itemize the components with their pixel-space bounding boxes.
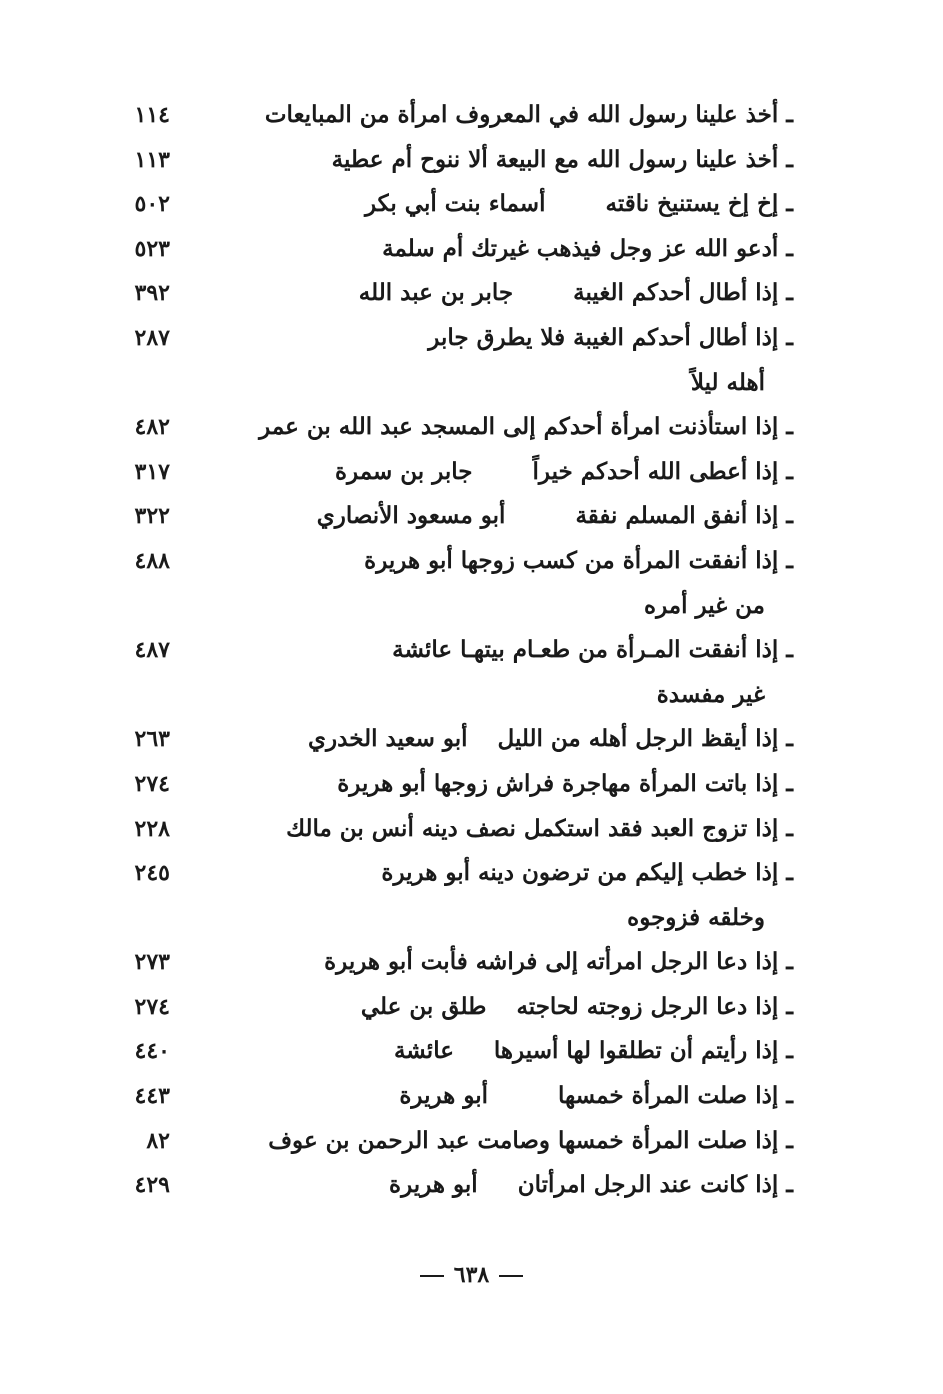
page-number: ٦٣٨ <box>453 1262 490 1288</box>
entry-text <box>389 1163 793 1208</box>
entry-title: ـ إذا رأيتم أن تطلقوا لها أسيرها <box>493 1037 793 1065</box>
entry-text: ـ أدعو الله عز وجل فيذهب غيرتك أم سلمة <box>382 234 793 262</box>
hadith-index <box>0 93 943 1208</box>
entry-page-number: ١١٣ <box>134 146 170 173</box>
index-entry <box>0 1119 943 1164</box>
index-entry <box>0 539 943 584</box>
entry-continuation-text: من غير أمره <box>644 591 765 619</box>
footer-dash <box>499 1275 523 1277</box>
index-entry <box>0 717 943 762</box>
entry-page-number: ٢٧٣ <box>134 949 170 976</box>
index-entry <box>0 405 943 450</box>
entry-title: ـ إذا أعطى الله أحدكم خيراً <box>532 457 793 485</box>
index-entry <box>0 182 943 227</box>
entry-narrator: أسماء بنت أبي بكر <box>364 190 546 218</box>
index-entry-continuation <box>0 361 943 406</box>
entry-text: ـ إذا صلت المرأة خمسها وصامت عبد الرحمن بن عوف <box>268 1126 793 1154</box>
entry-text <box>335 450 793 495</box>
entry-text <box>361 985 793 1030</box>
entry-page-number: ٢٧٤ <box>134 770 170 797</box>
entry-text: ـ إذا دعا الرجل امرأته إلى فراشه فأبت أبو هريرة <box>324 948 793 976</box>
index-entry <box>0 316 943 361</box>
entry-title: ـ إذا أطال أحدكم الغيبة <box>573 279 793 307</box>
index-entry-continuation <box>0 584 943 629</box>
entry-page-number: ٤٨٧ <box>134 637 170 664</box>
entry-narrator: أبو سعيد الخدري <box>308 725 468 753</box>
index-entry <box>0 271 943 316</box>
entry-text: ـ إذا أنفقت المرأة من كسب زوجها أبو هريرة <box>364 546 793 574</box>
entry-text: ـ إذا أطال أحدكم الغيبة فلا يطرق جابر <box>428 323 793 351</box>
entry-narrator: جابر بن سمرة <box>334 457 473 485</box>
entry-page-number: ١١٤ <box>134 102 170 128</box>
index-entry <box>0 227 943 272</box>
entry-title: ـ إذا أيقظ الرجل أهله من الليل <box>497 725 793 753</box>
footer-dash <box>420 1275 444 1277</box>
entry-narrator: أبو مسعود الأنصاري <box>316 502 506 530</box>
entry-page-number: ٢٦٣ <box>134 726 170 753</box>
page-footer <box>0 1262 943 1288</box>
index-entry-continuation <box>0 896 943 941</box>
index-entry <box>0 762 943 807</box>
entry-page-number: ٢٢٨ <box>134 815 170 842</box>
entry-title: ـ إذا كانت عند الرجل امرأتان <box>517 1171 793 1199</box>
entry-page-number: ٢٤٥ <box>134 860 170 887</box>
entry-narrator: أبو هريرة <box>399 1082 488 1110</box>
index-entry <box>0 1163 943 1208</box>
entry-text: ـ إذا استأذنت امرأة أحدكم إلى المسجد عبد الله بن عمر <box>259 413 793 441</box>
entry-text: ـ إذا خطب إليكم من ترضون دينه أبو هريرة <box>381 859 793 887</box>
entry-page-number: ٤٤٠ <box>134 1038 170 1065</box>
entry-page-number: ٤٢٩ <box>134 1172 170 1199</box>
entry-continuation-text: وخلقه فزوجوه <box>627 903 765 931</box>
index-entry <box>0 940 943 985</box>
entry-page-number: ٥٢٣ <box>134 235 170 262</box>
index-entry <box>0 628 943 673</box>
entry-text <box>394 1029 793 1074</box>
index-entry <box>0 985 943 1030</box>
entry-title: ـ إذا صلت المرأة خمسها <box>558 1082 793 1110</box>
index-entry <box>0 1029 943 1074</box>
entry-page-number: ٣٢٢ <box>134 503 170 530</box>
index-entry <box>0 450 943 495</box>
index-entry-continuation <box>0 673 943 718</box>
index-entry <box>0 494 943 539</box>
entry-page-number: ٤٨٨ <box>134 547 170 574</box>
entry-narrator: أبو هريرة <box>389 1171 478 1199</box>
index-entry <box>0 851 943 896</box>
entry-text <box>317 494 793 539</box>
entry-continuation-text: أهله ليلاً <box>690 368 765 396</box>
index-entry <box>0 807 943 852</box>
entry-title: ـ إذا دعا الرجل زوجته لحاجته <box>516 992 793 1020</box>
entry-page-number: ٥٠٢ <box>134 191 170 218</box>
entry-narrator: عائشة <box>393 1037 454 1065</box>
entry-continuation-text: غير مفسدة <box>656 680 765 708</box>
entry-page-number: ٢٨٧ <box>134 324 170 351</box>
entry-title: ـ إخ إخ يستنيخ ناقته <box>605 190 793 218</box>
entry-text <box>365 182 793 227</box>
entry-text: ـ إذا أنفقت المـرأة من طعـام بيتهـا عائشة <box>392 636 793 664</box>
entry-text: ـ إذا باتت المرأة مهاجرة فراش زوجها أبو هريرة <box>337 769 793 797</box>
entry-page-number: ٣٩٢ <box>134 280 170 307</box>
index-entry <box>0 138 943 183</box>
entry-text <box>359 271 793 316</box>
index-entry <box>0 93 943 138</box>
entry-text: ـ أخذ علينا رسول الله مع البيعة ألا ننوح أم عطية <box>331 145 793 173</box>
entry-narrator: طلق بن علي <box>360 992 487 1020</box>
index-entry <box>0 1074 943 1119</box>
entry-narrator: جابر بن عبد الله <box>358 279 514 307</box>
entry-page-number: ٤٤٣ <box>134 1083 170 1110</box>
entry-text <box>399 1074 793 1119</box>
entry-text: ـ إذا تزوج العبد فقد استكمل نصف دينه أنس بن مالك <box>286 814 793 842</box>
entry-page-number: ٣١٧ <box>134 458 170 485</box>
entry-page-number: ٨٢ <box>146 1127 170 1154</box>
entry-page-number: ٢٧٤ <box>134 993 170 1020</box>
entry-page-number: ٤٨٢ <box>134 414 170 441</box>
entry-text: ـ أخذ علينا رسول الله في المعروف امرأة من المبايعات <box>264 101 793 128</box>
entry-text <box>308 717 793 762</box>
entry-title: ـ إذا أنفق المسلم نفقة <box>575 502 793 530</box>
